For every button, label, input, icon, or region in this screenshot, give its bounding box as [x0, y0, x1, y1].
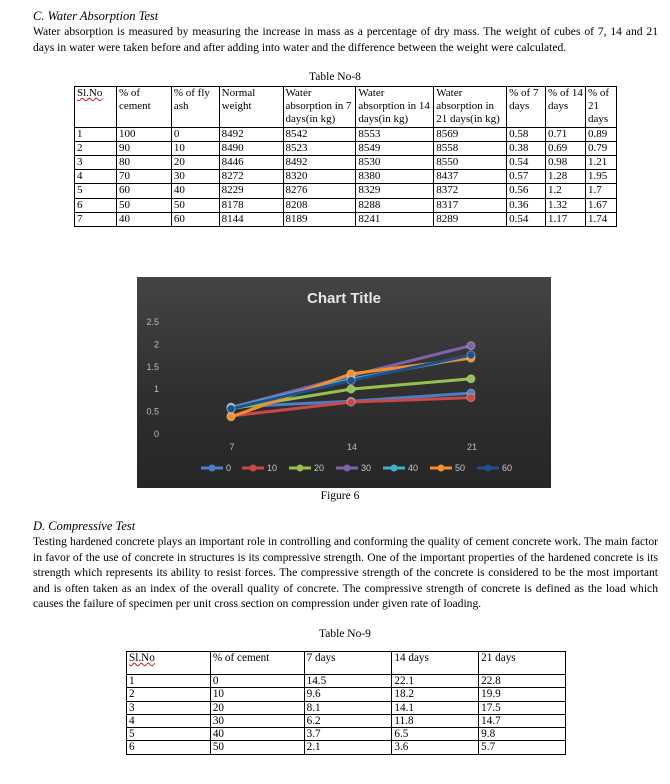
table-row: [75, 198, 617, 212]
table-cell: 8288: [356, 198, 434, 212]
table-cell: 8542: [283, 127, 356, 141]
table-cell: 17.5: [479, 701, 566, 714]
table-8-header-row: [75, 87, 617, 128]
table-cell: 50: [116, 198, 171, 212]
table-cell: 0: [171, 127, 219, 141]
table-row: [127, 701, 566, 714]
y-tick-label: 0: [153, 429, 159, 439]
table-9-header-cell: 14 days: [392, 652, 479, 675]
legend-label: 60: [502, 463, 513, 473]
table-cell: 6: [75, 198, 117, 212]
legend-swatch-marker: [209, 465, 216, 472]
table-cell: 0.71: [546, 127, 586, 141]
table-row: [127, 675, 566, 688]
legend-swatch-marker: [297, 465, 304, 472]
table-cell: 0.38: [507, 141, 546, 155]
data-point-10: [467, 394, 475, 402]
table-cell: 30: [171, 170, 219, 184]
table-cell: 40: [210, 728, 304, 741]
chart-legend: [201, 463, 512, 473]
table-cell: 8437: [434, 170, 507, 184]
table-row: [127, 714, 566, 727]
table-cell: 80: [116, 156, 171, 170]
table-cell: 8446: [219, 156, 283, 170]
table-cell: 8178: [219, 198, 283, 212]
table-cell: 2: [75, 141, 117, 155]
y-tick-label: 2: [153, 339, 159, 350]
table-8-header-cell: % of fly ash: [171, 87, 219, 128]
table-cell: 6.2: [304, 714, 392, 727]
table-cell: 8550: [434, 156, 507, 170]
figure-caption: Figure 6: [320, 490, 360, 502]
y-tick-label: 1: [153, 384, 159, 395]
table-9-body: [127, 652, 566, 755]
table-cell: 3: [127, 701, 211, 714]
table-row: [75, 156, 617, 170]
table-cell: 0.58: [507, 127, 546, 141]
table-cell: 14.7: [479, 714, 566, 727]
table-cell: 8492: [219, 127, 283, 141]
table-8-header-cell: % of cement: [116, 87, 171, 128]
data-point-50: [227, 413, 235, 421]
table-cell: 8372: [434, 184, 507, 198]
table-cell: 0.54: [507, 156, 546, 170]
y-tick-label: 0.5: [146, 406, 159, 417]
table-cell: 1.74: [585, 212, 616, 226]
table-cell: 20: [171, 156, 219, 170]
y-tick-label: 1.5: [146, 361, 159, 372]
table-cell: 8241: [356, 212, 434, 226]
table-8-caption: Table No-8: [309, 71, 361, 83]
y-tick-label: 2.5: [146, 317, 159, 327]
table-cell: 50: [210, 741, 304, 754]
table-cell: 22.1: [392, 675, 479, 688]
x-tick-label: 7: [229, 442, 235, 452]
table-cell: 8530: [356, 156, 434, 170]
legend-label: 20: [314, 463, 325, 473]
table-cell: 1: [75, 127, 117, 141]
section-d-heading: D. Compressive Test: [33, 519, 136, 533]
table-9: [126, 651, 566, 755]
table-cell: 1: [127, 675, 211, 688]
table-row: [75, 212, 617, 226]
legend-swatch-marker: [344, 465, 351, 472]
legend-item-0: [201, 463, 231, 473]
legend-swatch-marker: [250, 465, 257, 472]
table-cell: 0.98: [546, 156, 586, 170]
table-cell: 10: [210, 688, 304, 701]
table-9-header-cell: % of cement: [210, 652, 304, 675]
table-9-header-cell: 7 days: [304, 652, 392, 675]
table-cell: 8553: [356, 127, 434, 141]
table-cell: 0.79: [585, 141, 616, 155]
table-9-header-row: [127, 652, 566, 675]
table-cell: 8229: [219, 184, 283, 198]
table-cell: 8144: [219, 212, 283, 226]
table-8-body: [75, 87, 617, 227]
table-cell: 8276: [283, 184, 356, 198]
table-cell: 3.6: [392, 741, 479, 754]
legend-item-40: [383, 463, 418, 473]
table-cell: 3: [75, 156, 117, 170]
table-cell: 10: [171, 141, 219, 155]
data-point-60: [347, 377, 355, 385]
table-8-header-cell: % of 21 days: [585, 87, 616, 128]
table-cell: 8208: [283, 198, 356, 212]
y-axis: [146, 317, 159, 439]
table-row: [127, 728, 566, 741]
section-d-paragraph: Testing hardened concrete plays an important role in controlling and conforming the quality of cement concrete work. The main factor in favor of the use of concrete in structures is its compressive strength. One of the important properties of the hardened concrete is its strength which represents its ability to resist forces. The compressive strength of the concrete is considered to be the most important and is often taken as an index of the overall quality of concrete. The compressive strength of concrete is defined as the load which causes the failure of specimen per unit cross section on compression under given rate of loading.: [33, 535, 658, 611]
table-cell: 6: [127, 741, 211, 754]
table-8-header-cell: Normal weight: [219, 87, 283, 128]
series-group: [227, 342, 475, 421]
x-axis: [229, 442, 477, 452]
legend-label: 50: [455, 463, 466, 473]
table-cell: 18.2: [392, 688, 479, 701]
table-cell: 30: [210, 714, 304, 727]
legend-label: 30: [361, 463, 372, 473]
table-cell: 0.56: [507, 184, 546, 198]
data-point-10: [347, 398, 355, 406]
legend-item-60: [477, 463, 512, 473]
table-row: [75, 127, 617, 141]
x-tick-label: 21: [466, 442, 478, 452]
section-c-heading: C. Water Absorption Test: [33, 9, 159, 23]
table-cell: 8320: [283, 170, 356, 184]
table-cell: 8.1: [304, 701, 392, 714]
table-cell: 0: [210, 675, 304, 688]
table-cell: 8189: [283, 212, 356, 226]
chart-canvas: [137, 277, 551, 488]
table-cell: 1.2: [546, 184, 586, 198]
table-cell: 8329: [356, 184, 434, 198]
x-tick-label: 14: [346, 442, 358, 452]
table-cell: 100: [116, 127, 171, 141]
table-cell: 0.36: [507, 198, 546, 212]
chart-title: Chart Title: [307, 290, 381, 307]
table-cell: 9.8: [479, 728, 566, 741]
legend-label: 10: [267, 463, 278, 473]
legend-item-20: [289, 463, 324, 473]
data-point-60: [227, 405, 235, 413]
data-point-20: [347, 385, 355, 393]
table-cell: 0.69: [546, 141, 586, 155]
table-cell: 14.5: [304, 675, 392, 688]
table-cell: 5: [127, 728, 211, 741]
table-cell: 9.6: [304, 688, 392, 701]
table-cell: 1.28: [546, 170, 586, 184]
table-cell: 50: [171, 198, 219, 212]
legend-item-30: [336, 463, 371, 473]
table-cell: 8380: [356, 170, 434, 184]
table-cell: 20: [210, 701, 304, 714]
table-cell: 5.7: [479, 741, 566, 754]
table-cell: 8569: [434, 127, 507, 141]
table-cell: 7: [75, 212, 117, 226]
table-cell: 5: [75, 184, 117, 198]
table-cell: 1.95: [585, 170, 616, 184]
table-cell: 90: [116, 141, 171, 155]
legend-swatch-marker: [391, 465, 398, 472]
table-cell: 1.7: [585, 184, 616, 198]
table-cell: 4: [75, 170, 117, 184]
legend-label: 0: [226, 463, 232, 473]
table-cell: 0.57: [507, 170, 546, 184]
table-cell: 8272: [219, 170, 283, 184]
table-cell: 60: [116, 184, 171, 198]
table-cell: 2: [127, 688, 211, 701]
table-cell: 22.8: [479, 675, 566, 688]
data-point-30: [467, 342, 475, 350]
section-c-paragraph: Water absorption is measured by measuring the increase in mass as a percentage of dry mass. The weight of cubes of 7, 14 and 21 days in water were taken before and after adding into water and the difference between the weight were calculated.: [33, 25, 658, 54]
table-cell: 0.54: [507, 212, 546, 226]
table-cell: 1.21: [585, 156, 616, 170]
legend-item-50: [430, 463, 465, 473]
table-cell: 11.8: [392, 714, 479, 727]
table-9-header-cell: 21 days: [479, 652, 566, 675]
table-cell: 3.7: [304, 728, 392, 741]
table-9-caption: Table No-9: [319, 628, 371, 640]
table-cell: 60: [171, 212, 219, 226]
table-row: [75, 170, 617, 184]
table-cell: 8492: [283, 156, 356, 170]
legend-swatch-marker: [485, 465, 492, 472]
table-row: [75, 184, 617, 198]
legend-item-10: [242, 463, 277, 473]
table-cell: 8289: [434, 212, 507, 226]
table-cell: 40: [116, 212, 171, 226]
table-cell: 4: [127, 714, 211, 727]
table-8-header-cell: Water absorption in 21 days(in kg): [434, 87, 507, 128]
table-cell: 8523: [283, 141, 356, 155]
table-cell: 70: [116, 170, 171, 184]
table-cell: 14.1: [392, 701, 479, 714]
table-cell: 1.32: [546, 198, 586, 212]
table-cell: 8317: [434, 198, 507, 212]
table-8-header-cell: % of 7 days: [507, 87, 546, 128]
table-cell: 1.67: [585, 198, 616, 212]
legend-label: 40: [408, 463, 419, 473]
table-cell: 6.5: [392, 728, 479, 741]
table-9-header-cell: Sl.No: [127, 652, 211, 675]
table-cell: 0.89: [585, 127, 616, 141]
table-cell: 2.1: [304, 741, 392, 754]
table-cell: 8549: [356, 141, 434, 155]
table-cell: 40: [171, 184, 219, 198]
table-cell: 19.9: [479, 688, 566, 701]
table-row: [127, 741, 566, 754]
table-8-header-cell: % of 14 days: [546, 87, 586, 128]
water-absorption-chart: [137, 277, 551, 488]
data-point-60: [467, 351, 475, 359]
table-row: [127, 688, 566, 701]
table-cell: 8490: [219, 141, 283, 155]
table-8-header-cell: Water absorption in 14 days(in kg): [356, 87, 434, 128]
data-point-20: [467, 375, 475, 383]
table-8: [74, 86, 617, 227]
table-row: [75, 141, 617, 155]
table-8-header-cell: Water absorption in 7 days(in kg): [283, 87, 356, 128]
table-8-header-cell: Sl.No: [75, 87, 117, 128]
legend-swatch-marker: [438, 465, 445, 472]
table-cell: 1.17: [546, 212, 586, 226]
table-cell: 8558: [434, 141, 507, 155]
